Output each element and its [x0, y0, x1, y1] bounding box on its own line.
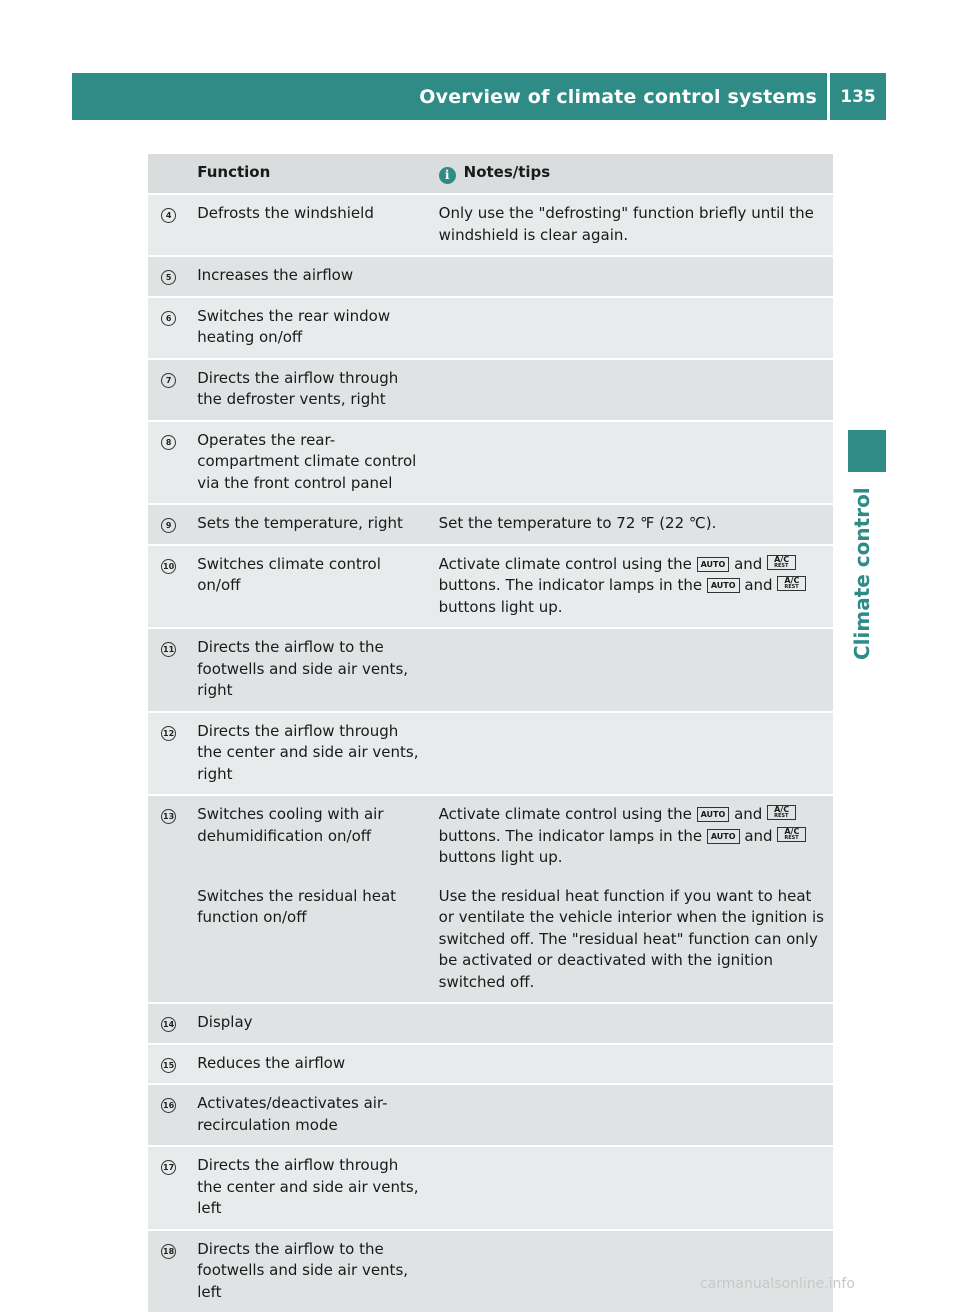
function-cell: Directs the airflow to the footwells and side air vents, left — [189, 1230, 430, 1312]
callout-number: 12 — [161, 726, 176, 741]
notes-text: buttons light up. — [439, 598, 563, 616]
table-row — [148, 712, 833, 796]
notes-cell — [431, 712, 833, 796]
section-tab-marker — [848, 430, 886, 472]
notes-cell — [431, 297, 833, 359]
function-cell: Increases the airflow — [189, 256, 430, 297]
function-cell: Directs the airflow through the center and side air vents, right — [189, 712, 430, 796]
watermark: carmanualsonline.info — [700, 1276, 855, 1292]
callout-number: 14 — [161, 1017, 176, 1032]
header-notes — [431, 154, 833, 194]
notes-text: Activate climate control using the — [439, 555, 692, 573]
notes-cell — [431, 421, 833, 505]
table-row — [148, 1003, 833, 1044]
callout-number: 7 — [161, 373, 176, 388]
callout-number: 5 — [161, 270, 176, 285]
header-num-cell — [148, 154, 189, 194]
notes-text: and — [744, 827, 772, 845]
function-cell: Directs the airflow through the defroster vents, right — [189, 359, 430, 421]
table-row — [148, 256, 833, 297]
table-row — [148, 1230, 833, 1312]
table-row — [148, 504, 833, 545]
auto-button-icon: AUTO — [697, 557, 730, 572]
function-cell: Sets the temperature, right — [189, 504, 430, 545]
page-title: Overview of climate control systems — [419, 86, 827, 108]
table-row — [148, 421, 833, 505]
callout-number: 13 — [161, 809, 176, 824]
table-row — [148, 297, 833, 359]
callout-number: 18 — [161, 1244, 176, 1259]
function-table — [148, 154, 833, 1312]
info-icon: i — [439, 167, 456, 184]
function-cell: Directs the airflow through the center and side air vents, left — [189, 1146, 430, 1230]
notes-text: and — [734, 555, 762, 573]
table-row — [148, 1084, 833, 1146]
notes-text: and — [744, 576, 772, 594]
callout-number: 11 — [161, 642, 176, 657]
table-row — [148, 1044, 833, 1085]
function-cell: Switches the rear window heating on/off — [189, 297, 430, 359]
function-cell: Directs the airflow to the footwells and side air vents, right — [189, 628, 430, 712]
notes-cell — [431, 1146, 833, 1230]
callout-number: 9 — [161, 518, 176, 533]
table-row — [148, 1146, 833, 1230]
table-row — [148, 878, 833, 1004]
function-cell: Display — [189, 1003, 430, 1044]
table-row — [148, 194, 833, 256]
notes-cell: Only use the "defrosting" function briefly until the windshield is clear again. — [431, 194, 833, 256]
notes-cell — [431, 1044, 833, 1085]
page-header — [72, 73, 886, 120]
notes-cell — [431, 256, 833, 297]
notes-text: Activate climate control using the — [439, 805, 692, 823]
page-number: 135 — [830, 87, 886, 107]
ac-button-icon: A/C REST — [777, 576, 806, 591]
function-cell: Switches the residual heat function on/off — [189, 878, 430, 1004]
notes-cell — [431, 795, 833, 878]
function-cell: Defrosts the windshield — [189, 194, 430, 256]
table-header-row — [148, 154, 833, 194]
auto-button-icon: AUTO — [707, 829, 740, 844]
notes-cell — [431, 359, 833, 421]
notes-cell — [431, 1230, 833, 1312]
table-row — [148, 628, 833, 712]
auto-button-icon: AUTO — [707, 578, 740, 593]
notes-text: buttons light up. — [439, 848, 563, 866]
notes-cell: Set the temperature to 72 ℉ (22 ℃). — [431, 504, 833, 545]
notes-cell — [431, 1003, 833, 1044]
callout-number: 15 — [161, 1058, 176, 1073]
header-function: Function — [189, 154, 430, 194]
function-cell: Switches climate control on/off — [189, 545, 430, 629]
ac-button-icon: A/C REST — [767, 805, 796, 820]
section-side-label: Climate control — [848, 622, 868, 660]
callout-number: 17 — [161, 1160, 176, 1175]
notes-cell — [431, 628, 833, 712]
notes-cell: Use the residual heat function if you want to heat or ventilate the vehicle interior when the ignition is switched off. The "residual heat" function can only be activated or deactivated with the ignition switched off. — [431, 878, 833, 1004]
function-cell: Activates/deactivates air-recirculation mode — [189, 1084, 430, 1146]
notes-cell — [431, 545, 833, 629]
ac-button-icon: A/C REST — [767, 555, 796, 570]
table-row — [148, 359, 833, 421]
auto-button-icon: AUTO — [697, 807, 730, 822]
notes-text: and — [734, 805, 762, 823]
callout-number: 16 — [161, 1098, 176, 1113]
table-row — [148, 795, 833, 878]
function-cell: Reduces the airflow — [189, 1044, 430, 1085]
notes-cell — [431, 1084, 833, 1146]
notes-text: buttons. The indicator lamps in the — [439, 827, 702, 845]
function-cell: Switches cooling with air dehumidification on/off — [189, 795, 430, 878]
callout-number: 6 — [161, 311, 176, 326]
callout-number: 10 — [161, 559, 176, 574]
notes-text: buttons. The indicator lamps in the — [439, 576, 702, 594]
header-notes-label: Notes/tips — [464, 163, 551, 181]
table-row — [148, 545, 833, 629]
ac-button-icon: A/C REST — [777, 827, 806, 842]
callout-number: 4 — [161, 208, 176, 223]
function-cell: Operates the rear-compartment climate control via the front control panel — [189, 421, 430, 505]
callout-number: 8 — [161, 435, 176, 450]
